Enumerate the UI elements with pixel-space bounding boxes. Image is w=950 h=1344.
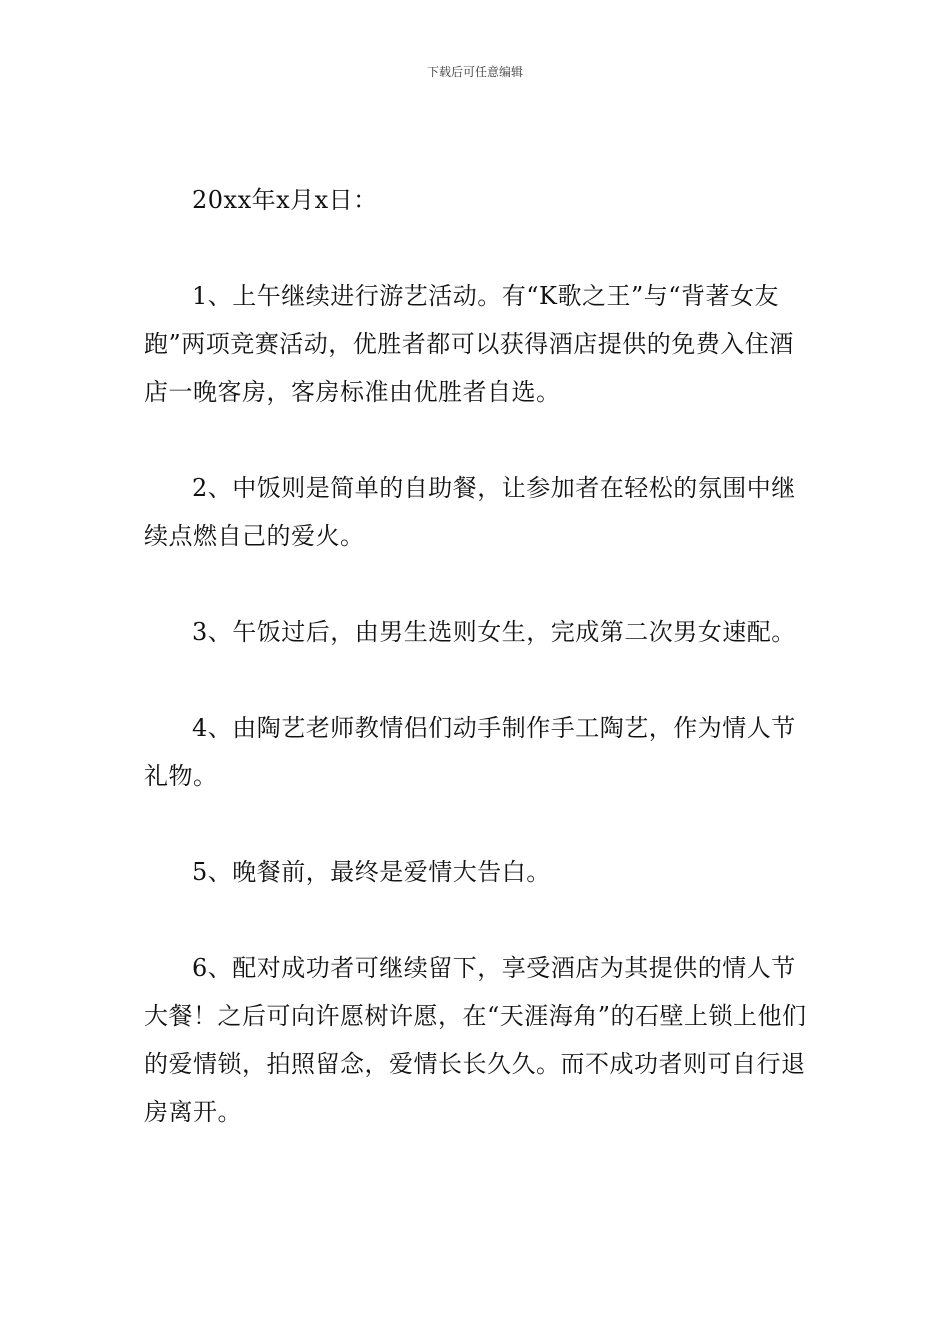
document-body — [144, 176, 810, 1136]
date-line: 20xx年x月x日： — [192, 186, 378, 214]
paragraph-item-1: 1、上午继续进行游艺活动。有“K歌之王”与“背著女友跑”两项竞赛活动，优胜者都可以获得酒店提供的免费入住酒店一晚客房，客房标准由优胜者自选。 — [144, 282, 794, 406]
page-header: 下载后可任意编辑 — [426, 65, 523, 79]
paragraph-item-5: 5、晚餐前，最终是爱情大告白。 — [192, 858, 551, 886]
paragraph-item-6: 6、配对成功者可继续留下，享受酒店为其提供的情人节大餐！之后可向许愿树许愿，在“天涯海角”的石壁上锁上他们的爱情锁，拍照留念，爱情长长久久。而不成功者则可自行退房离开。 — [144, 954, 807, 1126]
paragraph-item-4: 4、由陶艺老师教情侣们动手制作手工陶艺，作为情人节礼物。 — [144, 714, 796, 790]
paragraph-item-3: 3、午饭过后，由男生选则女生，完成第二次男女速配。 — [192, 618, 796, 646]
paragraph-item-2: 2、中饭则是简单的自助餐，让参加者在轻松的氛围中继续点燃自己的爱火。 — [144, 474, 796, 550]
